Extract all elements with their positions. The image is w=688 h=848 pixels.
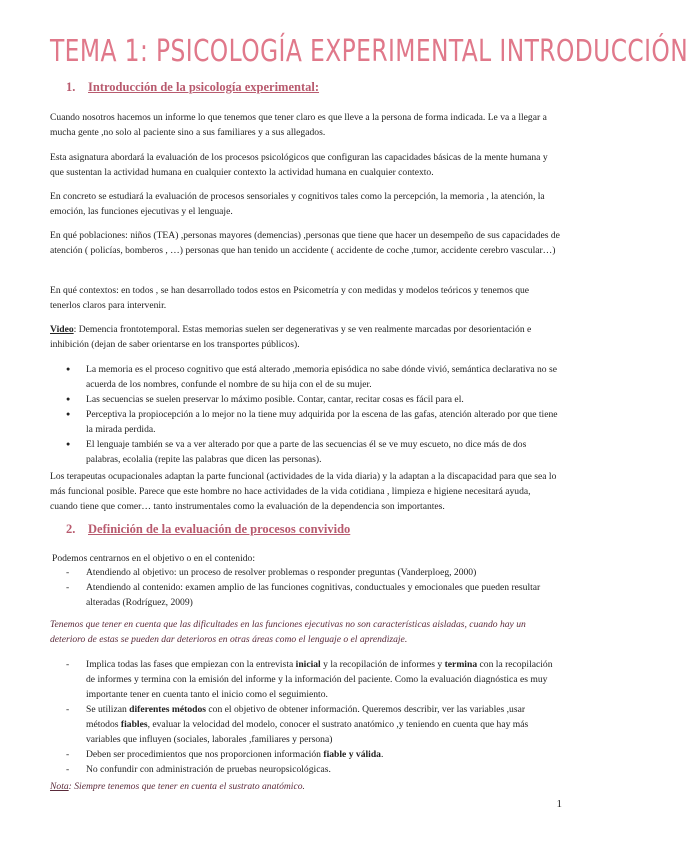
video-text: : Demencia frontotemporal. Estas memorias suelen ser degenerativas y se ven realmente marcadas por desorientación e inhibición (dejan de saber orientarse en los transportes públicos). xyxy=(50,324,532,350)
bullet-list xyxy=(62,362,558,467)
paragraph-contextos: En qué contextos: en todos , se han desarrollado todos estos en Psicometría y con medidas y modelos teóricos y tenemos que tenerlos claros para intervenir. xyxy=(50,285,530,311)
list-item: - Se utilizan diferentes métodos con el objetivo de obtener información. Queremos describir, ver las variables ,usar métodos fiables, evaluar la velocidad del modelo, conocer el sustrato anatómico ,y teniendo en cuenta que hay más variables que influyen (sociales, laborales ,familiares y persona) xyxy=(62,702,558,747)
list-item: - Implica todas las fases que empiezan con la entrevista inicial y la recopilación de informes y termina con la recopilación de informes y termina con la emisión del informe y la información del paciente. Como la evaluación diagnóstica es muy importante tener en cuenta tanto el inicio como el seguimiento. xyxy=(62,657,558,702)
paragraph-terapeutas: Los terapeutas ocupacionales adaptan la parte funcional (actividades de la vida diaria) y la adaptan a la discapacidad para que sea lo más funcional posible. Parece que este hombre no hace actividades de la vida cotidiana , limpieza e higiene necesitará ayuda, cuando tiene que comer… tanto instrumentales como la evaluación de la dependencia son importantes. xyxy=(50,471,557,512)
note-label: Nota xyxy=(50,781,69,792)
section-number: 1. xyxy=(66,80,76,94)
paragraph-nota xyxy=(50,779,560,794)
section-heading-2 xyxy=(66,522,350,537)
note-text: : Siempre tenemos que tener en cuenta el sustrato anatómico. xyxy=(68,781,305,792)
list-item: - No confundir con administración de pruebas neuropsicológicas. xyxy=(62,762,558,777)
paragraph-asignatura: Esta asignatura abordará la evaluación de los procesos psicológicos que configuran las capacidades básicas de la mente humana y que sustentan la actividad humana en cualquier contexto la actividad humana en cualquier contexto. xyxy=(50,152,548,178)
section-number: 2. xyxy=(66,522,76,536)
list-item: ● El lenguaje también se va a ver alterado por que a parte de las secuencias él se ve muy escueto, no dice más de dos palabras, ecolalia (repite las palabras que dicen las personas). xyxy=(62,437,558,467)
section-title: Introducción de la psicología experimental: xyxy=(88,80,320,94)
paragraph-informe: Cuando nosotros hacemos un informe lo que tenemos que tener claro es que lleve a la persona de forma indicada. Le va a llegar a mucha gente ,no solo al paciente sino a sus familiares y a sus allegados. xyxy=(50,112,547,138)
section-heading-1 xyxy=(66,80,319,95)
paragraph-poblaciones: En qué poblaciones: niños (TEA) ,personas mayores (demencias) ,personas que tiene que hacer un desempeño de sus capacidades de atención ( policías, bomberos , …) personas que han tenido un accidente ( accidente de coche ,tumor, accidente cerebro vascular…) xyxy=(50,230,560,256)
paragraph-video xyxy=(50,322,560,352)
paragraph-centrarnos: Podemos centrarnos en el objetivo o en el contenido: xyxy=(52,553,256,564)
section-title: Definición de la evaluación de procesos convivido xyxy=(88,522,351,536)
paragraph-procesos: En concreto se estudiará la evaluación de procesos sensoriales y cognitivos tales como la percepción, la memoria , la atención, la emoción, las funciones ejecutivas y el lenguaje. xyxy=(50,191,545,217)
list-item: ● La memoria es el proceso cognitivo que está alterado ,memoria episódica no sabe dónde vivió, semántica declarativa no se acuerda de los nombres, confunde el nombre de su hija con el de su mujer. xyxy=(62,362,558,392)
dash-list-evaluacion xyxy=(62,657,558,777)
list-item: ● Perceptiva la propiocepción a lo mejor no la tiene muy adquirida por la escena de las gafas, atención alterado por que tiene la mirada perdida. xyxy=(62,407,558,437)
list-item: - Atendiendo al objetivo: un proceso de resolver problemas o responder preguntas (Vanderploeg, 2000) xyxy=(62,565,558,580)
list-item: - Atendiendo al contenido: examen amplio de las funciones cognitivas, conductuales y emocionales que pueden resultar alteradas (Rodríguez, 2009) xyxy=(62,580,558,610)
page-number: 1 xyxy=(556,798,562,810)
list-item: ● Las secuencias se suelen preservar lo máximo posible. Contar, cantar, recitar cosas es fácil para el. xyxy=(62,392,558,407)
document-title: TEMA 1: PSICOLOGÍA EXPERIMENTAL INTRODUCCIÓN xyxy=(50,34,688,69)
paragraph-funciones-ejecutivas: Tenemos que tener en cuenta que las dificultades en las funciones ejecutivas no son características aisladas, cuando hay un deterioro de estas se pueden dar deterioros en otras áreas como el lenguaje o el aprendizaje. xyxy=(50,619,526,645)
list-item: - Deben ser procedimientos que nos proporcionen información fiable y válida. xyxy=(62,747,558,762)
video-label: Video xyxy=(50,324,74,335)
dash-list-objetivo xyxy=(62,565,558,610)
